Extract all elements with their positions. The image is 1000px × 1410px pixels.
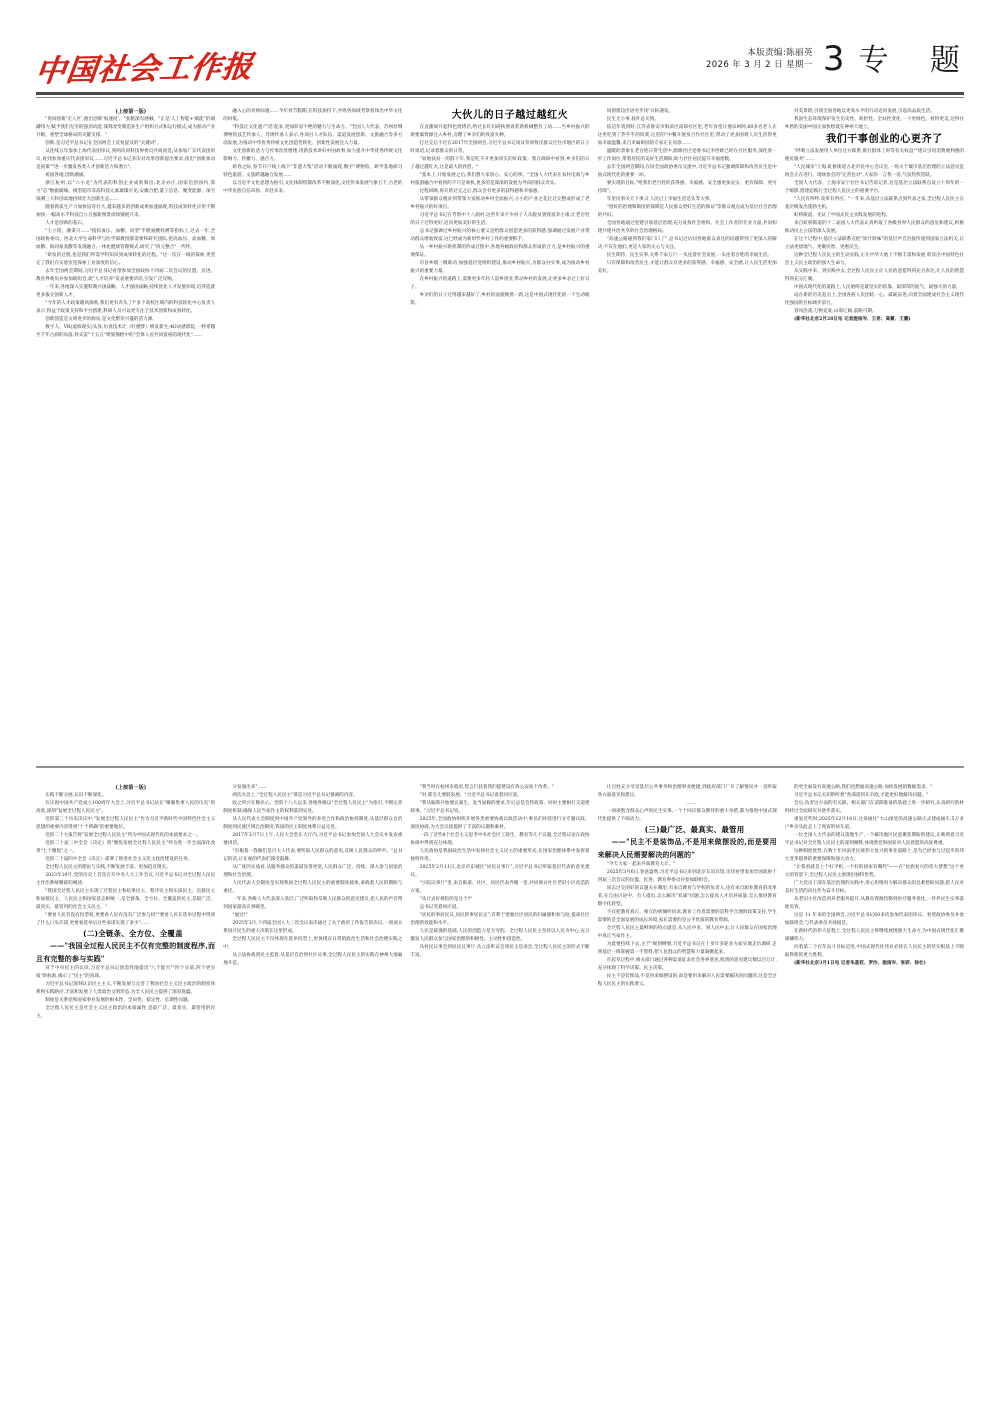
- article-paragraph: "让我看就是上个好平机,一个好的国家有哪些"——在"民族复兴的伟大梦想"这个更大的背景下,全过程人民民主展现出独特优势。: [784, 865, 964, 878]
- masthead-right: [705, 39, 976, 79]
- article-paragraph: 政之所兴在顺民心。党的十八大以来,各地各级以"全过程人民民主"为指引,不断完善制度机制,确保人民当家作主的权利落到实处。: [223, 801, 403, 814]
- article-paragraph: 习近平总书记关切聆听着"各部需到在市政,才能更好地解决问题。": [793, 793, 929, 798]
- article-paragraph: "创好的治理和制度的保障是人民群众更好生活的保证"等群众观点成为基层社会治理的共识。: [597, 205, 777, 218]
- article-paragraph: 从连续五年参加上海代表团审议,到两次同科技界委员共商国是;从参加广东代表团审议,再到参加重庆代表团审议……习近平总书记多次对改革创新提出要求,指出"创新驱动是国策""进一步激发各类人才创新活力和潜力"。: [36, 149, 216, 170]
- article-paragraph: 不仅把教育真正、相互的被倾听诉求,教育工作者需要的是科学合理的政策支持,学生需要的是全面发展的成长环境,家长需要的是公平优质的教育资源。: [597, 910, 777, 923]
- article-paragraph: 从老旧小区改造到养老服务提升,从教育资源均衡到医疗服务优化,一件件民生实事落地见效。: [784, 897, 964, 910]
- article-paragraph: 在直播间开起特色烧烤店,给过长红妇碍执照再装新机械整作工坊……当乡村振兴的新要素资源注入乡村,点燃了乡亲们的致富火种。: [410, 125, 590, 138]
- masthead-meta: [706, 47, 813, 76]
- article-paragraph: "今年的人才政策暖风频吹,我们更有奔头了!"多个高校区域内的科技转化中心负责人表示,得益于政策支持和平台搭建,科研人员可以更专注于技术创新和成果转化。: [36, 301, 216, 314]
- article-paragraph: 党的二十届四中全会《决定》部署了推进社会主义民主政治建设的任务。: [45, 857, 193, 862]
- article-column: [410, 784, 589, 1380]
- article-paragraph: 中国式现代化的道路上,人民始终是最坚实的依靠、最深厚的底气、最强大的力量。: [793, 285, 961, 290]
- section-heading: (二)全链条、全方位、全覆盖: [83, 929, 183, 938]
- article-paragraph: 人才是创新的基石。: [45, 221, 87, 226]
- article-headline: 我们干事创业的心更齐了: [826, 134, 943, 145]
- article-paragraph: 只有保障和改善民生,才能让群众有更多的获得感、幸福感、安全感,让人民生活更加美好。: [597, 261, 777, 274]
- article-paragraph: 全过程人民民主的理论与实践,不断发展丰富、更加趋近现实。: [45, 865, 171, 870]
- article-paragraph: 人民代表大会制度是实现我国全过程人民民主的重要制度载体,承载着人民的期盼与重托。: [223, 881, 403, 894]
- article-paragraph: "我从编算开始便议案生、发当届修的要求,年后总是会管政策、同时主要相打交道建联事。"习近平总书记说。: [410, 801, 590, 814]
- article-paragraph: 在庆祝中国共产党成立100周年大会上,习近平总书记站在"聚聚集事人民的历史"的高度,深刻"发展全过程人民民主"。: [36, 801, 216, 814]
- article-paragraph: 数字人、VR(虚拟现实)头显,仿真技术让《红楼梦》焕发新生;4D动感影院,一秒穿越至千年古刹的角落,样式雷"十五五"规划描绘中的"全体人民共同富裕的现代化"……: [36, 325, 216, 338]
- article-column: [785, 784, 964, 1380]
- article-paragraph: 从一乡村振兴新机制的形成过程中,各地各级政府和群众形成的合力,是乡村振兴的重要保证。: [410, 245, 590, 258]
- article-paragraph: 浙江杭州,以"六小龙"为代表的科创企业成果频出;北京亦庄,国家信创园内,算力"芯"数据湖城、模型超市等高科技元素璀璨可见;安徽合肥,量子信息、聚变能源、深空探测三大科创高地持续壮大创新生态……: [36, 181, 216, 202]
- article-paragraph: 春风浩荡,万物竞发;山海辽阔,前路可期。: [793, 309, 877, 314]
- article-paragraph: 全国人大代表、上海市安宁社区书记告诉记者,这是基层立法联系点设立十周年的一个缩影,搭建起践行全过程人民民主的重要平台。: [784, 181, 964, 194]
- section-divider: [36, 766, 964, 768]
- article-paragraph: 温暖的景象在老百姓日常生活中,源源社区党委书记李西欧已经在社区服务,深化着一步工作岗位,带着居民的美好生活期盼,助力社区居民提升幸福指数。: [597, 149, 777, 162]
- article-paragraph: 这种制度优势,在数十年风雨里民族伟大复兴的事业道路上,是为已经参与过起步的伟大变革提供的重要保障和强大动力。: [784, 849, 964, 862]
- article-paragraph: "我国全过程人民民主实现了过程民主和结果民主、程序民主和实质民主、直接民主和间接民主、人民民主和国家意志相统一,是全链条、全方位、全覆盖的民主,是最广泛、最真实、最管用的社会主义民主。": [36, 889, 216, 910]
- article-paragraph: "王立铭、潘秉兴……"指扣血压、血糖、同型"半胱氨酸检测等指标上,过去一年,全国政协委员、西北大学生命科学与医学部教授郝需要和研究团队,把高血压、高血糖、周血糖、海同氨基酸等发现融合,一体化健康管理模式,研究了"四元整合"一代呼。: [36, 229, 216, 250]
- article-column: [598, 784, 777, 1380]
- paper-logo: 中国社会工作报: [33, 49, 255, 90]
- article-paragraph: 为此要持续下去,关于"规划纲要,习近平总书记在十多年多轮多方面实地走访调研,走到基层一线掌握第一手资料,把人民群众的智慧和力量凝聚起来。: [597, 942, 777, 955]
- article-paragraph: 会后,负责这方面的有关职、相关部门在前期准备的基础上进一步研究,认真研究的材料经过全面研究并逐步落实。: [784, 801, 964, 814]
- section-name: 专 题: [858, 42, 976, 78]
- article-paragraph: 2025年3月6日,春意盎然,习近平总书记来到北京友谊宾馆,亲切看望参加全国政协十四届三次会议的民盟、民进、教育界委员并参加联组会。: [597, 870, 777, 883]
- article-byline: (新华社北京3月1日电 记者朱基钗、罗沙、施雨岑、张研、徐壮): [793, 961, 926, 966]
- article-paragraph: 两次火急上,"全过程人民民主"那是习近平总书记强调的内容。: [232, 793, 358, 798]
- article-paragraph: 民生期待、民生实事,关系千家万户,一头连着社会发展,一头连着百姓的幸福生活。: [606, 253, 772, 258]
- article-paragraph: 一年来,各级人大代表深入基层,广泛听取和反映人民群众的意见建议,把人民的声音带到国家最高议事殿堂。: [223, 897, 403, 910]
- article-paragraph: 我国生态环境保护发生历史性、转折性、全局性变化,一个更绿色、看得更美,这得住乡愁的美丽中国正加快绘就在神州大地上。: [784, 117, 964, 130]
- date-line: 2026 年 3 月 2 日 星期一: [705, 59, 813, 70]
- article-paragraph: 实践不断分展,认识不断深化。: [45, 793, 107, 798]
- article-paragraph: 创新,是习近平总书记在全国两会上反复提及的"关键词"。: [45, 141, 162, 146]
- article-paragraph: 广大党员干部在基层治理的实践中,用心用情用力解决群众的急难愁盼问题,把人民对美好生活的向往作为奋斗目标。: [784, 881, 964, 894]
- masthead: [0, 0, 1000, 96]
- article-paragraph: 同窗窗边出居穷步伐"日标遇发。: [606, 109, 674, 114]
- article-paragraph: 让百姓充分享受基层公共事务和治理事业便捷,到政府部门厂开了解情况并一直听取各方面意见和建议。: [597, 785, 777, 798]
- article-paragraph: 党的二十大报告将"发展全过程人民民主"列为中国式现代化的本质要求之一。: [45, 833, 202, 838]
- article-paragraph: 依迈年筑到时,江苏省淮安市海滨区南部社区里,老年食堂让他乐呵呵,60多名老人在这里吃到了热乎乎的饭菜,这里的"中餐开展身合作社区里,带动了更多困难人员生活得更加幸福温馨,来自市属街园的专家正在问诊……: [597, 125, 777, 146]
- article-column: [223, 108, 402, 738]
- article-paragraph: 的更全面没有高速公路,我们也想通高速公路,加快发展的数据需求。": [793, 785, 933, 790]
- article-paragraph: "人民有所呼,改革有所应。"一年来,从基层立法联系点到代表之家,全过程人民民主在基层焕发出蓬勃生机。: [784, 197, 964, 210]
- article-paragraph: 去年全国两会期间,习近平总书记看望参加全国政协十四届二次会议的民盟、民进、教育界委员并参加联组会,就"人才培养"发表重要讲话,引发广泛反响。: [36, 269, 216, 282]
- article-paragraph: "今天大家一起来共商教育大计。": [606, 862, 676, 867]
- article-paragraph: 民生无小事,枝叶总关情。: [606, 117, 659, 122]
- article-paragraph: "易地扶贫一的群干年,我是吃不开更加厚实的好政策。我在调研中看到,乡亲们的日子越过越红火,这是最大的欣慰。": [410, 157, 590, 170]
- article-paragraph: 人民是最强的基础,人民的创造力是无穷的。全过程人民民主坚持以人民为中心,充分激发人民群众参与国家治理的积极性、主动性和创造性。: [410, 929, 590, 942]
- section-heading-quote: ——"民主不是装饰品,不是用来做摆设的,而是要用来解决人民需要解决的问题的": [597, 837, 777, 859]
- article-paragraph: 分发演出来"……: [232, 785, 267, 790]
- article-paragraph: 市县乡镇三级联动,加强基层党组织建设,推动乡村振兴,为群众办实事,成为推动乡村振兴的重要力量。: [410, 261, 590, 274]
- article-paragraph: 虹桥街道、见证了中国式民主实践发展的进程。: [793, 213, 891, 218]
- article-paragraph: "居民的事居民议,居民的事居民定",有利于增强社区居民的归属感和参与度,提高社区治理的效能和水平。: [410, 913, 590, 926]
- top-article-block: [36, 108, 964, 738]
- article-paragraph: 在新时代的伟大征程上,全过程人民民主将继续展现强大生命力,为中国式现代化汇聚磅礴伟力。: [784, 929, 964, 942]
- editor-line: 本版责编:陈丽英: [747, 47, 813, 58]
- article-paragraph: 一位全国人大代表的建议落地生产,一个解决地区民意聚焦期盼的建议,正映照着习近平总书记对全过程人民民主的深刻阐释,体现着党和国家对人民意愿的高度尊重。: [784, 833, 964, 846]
- article-column: [410, 108, 589, 738]
- article-paragraph: 人民政协是我国政治生活中发扬社会主义民主的重要形式,在国家治理体系中发挥着独特作用。: [410, 849, 590, 862]
- article-paragraph: 从立法协商到民主监督,从基层自治到社区议事,全过程人民民主的实践在神州大地遍地开花。: [223, 953, 403, 966]
- article-paragraph: "我当时在杭州市政府,您言行获着我们提建设有效公安而个改革。": [419, 785, 554, 790]
- article-paragraph: 来自虹桥街道的十二届国人大代表认真听取了各级各界人民群众的意见和建议,积极推动民主立法的深入发展。: [784, 221, 964, 234]
- article-paragraph: "要看人民有没有投票权,更要看人民有没有广泛参与权""要看人民在选举过程中得到了什么口头许诺,更要看选举后这些承诺实现了多少"……: [36, 913, 216, 926]
- article-paragraph: 新春之际,春节开户线上线下"非遗大集"活动不断涌现,数字"博物馆、研学基地研习特色旅游、文旅跨越融合发展……: [223, 165, 403, 178]
- article-paragraph: 文化创新的活力与传承丝丝缕缕,用新技术讲好中国故事,加力提升中华优秀传统文化影响力、传播力、感召力。: [223, 149, 403, 162]
- article-paragraph: "呼吸立法发展用人单位这方联系,推行群体工时等有关权益""建议引用消费便利惠的便民服务"……: [784, 149, 964, 162]
- article-paragraph: 一年来,各地深入实施科教兴国战略、人才强国战略,持续优化人才发展环境,培养造就更多拔尖创新人才。: [36, 285, 216, 298]
- article-paragraph: "对,那会儿要联发展。"习近平总书记谈着回应道。: [419, 793, 522, 798]
- article-paragraph: 党的二十届三中全会《决定》将"聚焦发展全过程人民民主"列为进一步全面深化改革"七个聚焦"之一。: [36, 841, 216, 854]
- article-paragraph: 从实践中来、到实践中去,全过程人民民主让人民的意愿得到充分表达,让人民的智慧得到充分汇聚。: [784, 269, 964, 282]
- continued-from-label: (上接第一版): [115, 785, 147, 791]
- page-number: 3: [822, 39, 845, 79]
- article-paragraph: 在起草过程中,相关部门通过各种渠道征求社会各界意见,收到的意见建议数以百万计,充分体现了科学决策、民主决策。: [597, 958, 777, 971]
- article-paragraph: 总书记强调过乡村振兴的核心要义是给群众创造更多的获得感,强调通过发展产业带动群众增收致富,这已经成为新时代乡村工作的重要抓手。: [410, 229, 590, 242]
- article-paragraph: "科技让文化遗产'活'起来,更加彰显不绝的魅力与生命力。"全国人大代表、苏州丝绸博物馆技艺传承人、苏绣传承人表示,各项目人才队伍、渠道发展创新、文旅融合等多方面发展,为推动中华优秀传统文化创造性转化、创新性发展注入力量。: [223, 125, 403, 146]
- article-paragraph: "基本上,开始发展之后,我们想大家放心、安心的事。"全国人大代表在农村电商与乡村旅游融合中看到的不只是商机,更多的是深深的发展为导向的群众奔头。: [410, 173, 590, 186]
- article-paragraph: 从村民议事会到居民议事厅,从立法听证会到民主恳谈会,全过程人民民主的形式不断丰富。: [410, 945, 590, 958]
- article-paragraph: 全过程人民民主最鲜明的特点就是,从人民中来、到人民中去,让人民群众在国家治理中真正当家作主。: [597, 926, 777, 939]
- article-paragraph: 从带领群众脱贫到带领大家推动乡村全面振兴,小小的产业之花过过完整成形成了老乡村振兴的好项目。: [410, 197, 590, 210]
- section-heading-quote: ——"我国全过程人民民主不仅有完整的制度程序,而且有完整的参与实践": [36, 941, 216, 963]
- article-paragraph: 祖国各地,创新潮涌。: [45, 173, 88, 178]
- article-paragraph: "从计去好规矩的是这个?": [419, 897, 473, 902]
- article-paragraph: 乡亲们的日子过得越来越好了,乡村的面貌焕然一新,这是中国式现代化的一个生动缩影。: [410, 293, 590, 306]
- article-column: [223, 784, 402, 1380]
- article-paragraph: "高速公路通到我们家门口了",总书记过访问各地群众表达的问题得到了更深入的解决,不仅在他们,更是大家的关心与关注。: [597, 237, 777, 250]
- article-column: [785, 108, 964, 738]
- article-column: [598, 108, 777, 738]
- article-paragraph: 总书记笑着回应道。: [419, 905, 461, 910]
- article-paragraph: 制度是关系党和国家事业发展的根本性、全局性、稳定性、长期性问题。: [45, 998, 193, 1003]
- article-paragraph: 打过完后不过在2017年全国两会,习近平总书记谈及草原牧民群众迁往市地区的日子时说话,记录着群众的日常。: [410, 141, 590, 154]
- article-paragraph: "有根基一我做们是百大人代表,要听取人民群众的意见,反映人民群众的呼声。"总书记的话,让在座的代表们深受鼓舞。: [223, 849, 403, 862]
- article-headline: 大伙儿的日子越过越红火: [451, 110, 569, 121]
- article-paragraph: 党的第三个历史决议中,"发展全过程人民民主"作为习近平新时代中国特色社会主义思想的重要内容得到"十个明确"的重要地位。: [36, 817, 216, 830]
- article-paragraph: 军里民事关天下事,让人民过上幸福生活是头等大事。: [606, 197, 714, 202]
- article-paragraph: 一项项饱含群众心声的民生实事,一个个回应群众期待的重大举措,都为推进中国式现代化提供了不竭动力。: [597, 809, 777, 822]
- article-paragraph: 2025年2月11日,北京市东城区"居民议事厅",习近平总书记听取基层代表的意见建议。: [410, 865, 590, 878]
- article-paragraph: 随着新质生产力加快培育壮大,越来越多的创新成果加速涌现,科技成果转化应用不断加快,一幅高水平科技自立自强新图景徐徐铺展开来。: [36, 205, 216, 218]
- article-paragraph: 重复近些时,2025年12月18日,这条通往"大山深处的高速公路正式建成通车,5万多户乡亲从此走上了致富的快车道。: [784, 817, 964, 830]
- article-paragraph: 在这个过程中,基层立法联系点把"原汁原味"的基层声音直接传递到国家立法机关,让立法更接地气、更聚民智、更惠民生。: [784, 237, 964, 250]
- section-heading: (三)最广泛、最真实、最管用: [644, 825, 745, 834]
- article-byline: (新华社北京2月28日电 记者施雨岑、王希、高蕾、王鹏): [793, 317, 911, 322]
- article-paragraph: 2017年3月7日上午,人民大会堂东大厅内,习近平总书记参加全国人大会议并发表重要讲话。: [223, 833, 403, 846]
- article-paragraph: 这是 11 年来的全国两会,习近平总书记60多次参加代表团审议、看望政协委员并参加联组会,与代表委员共商国是。: [784, 913, 964, 926]
- masthead-rule-thin: [36, 97, 964, 98]
- article-paragraph: 从人民代表大会制度到中国共产党领导的多党合作和政治协商制度,从基层群众自治制度到民族区域自治制度,我国的民主制度体系日益完善。: [223, 817, 403, 830]
- article-paragraph: 全过程人民民主是社会主义民主政治的本质属性,是最广泛、最真实、最管用的民主。: [36, 1006, 216, 1019]
- continued-from-label: (上接第一版): [115, 109, 147, 115]
- article-paragraph: "勇闯创新'无人区',跑出创新'加速度'。"张帆深有感触。"正是'人工智能+'赋能"的磅礴伟力,赋予我们无穷的强劲动能,深刻改变制造业生产组织方式和运行模式,成为驱动产业升级、重塑全球格局的关键支撑。": [36, 117, 216, 138]
- article-paragraph: 向着第二个百年奋斗目标迈进,中国式现代化伟业必将在人民民主的坚实根基上不断取得新的更大胜利。: [784, 945, 964, 958]
- article-paragraph: 习近平总书记深刻认识民主主义,不断发展与完善了我国社会主义民主政治的制度体系和实践路径,丰富和发展了人类政治文明形态,为全人民民主提供了深厚底蕴。: [36, 982, 216, 995]
- article-paragraph: 对美景堪,引领全国各地以更高水平的行动迈向发展,引起高品质生活。: [793, 109, 935, 114]
- article-paragraph: "人民城市"上海,虹桥街道古北市民中心会议室,一场关于城市基层治理的立法意见征询会正在进行。现场参会的"完善包对",大家你一言我一语,气氛热烈活跃。: [784, 165, 964, 178]
- ellipsis-line: ……: [686, 801, 698, 806]
- article-paragraph: 同志过完的好的议题关在哪里,有来自教育与学校的负责人,也有来自职业教育的改革者,在自由讨论中、有人提出,怎么解决"双减"问题,怎么提高人才培养质量,怎么推进教育数字化转型。: [597, 886, 777, 907]
- article-paragraph: 2025年,全国政协组织开展各类重要协商议政活动中,委员们环绕进行分专题议政、深度协商,为大会议政提供了丰富的议题和素材。: [410, 817, 590, 830]
- article-paragraph: 创新创造是文明进步的源泉,是文化繁荣兴盛的活力源。: [45, 317, 157, 322]
- article-paragraph: 这种全过程人民民主的生动实践,正在中华大地上不断丰富和发展,彰显出中国特色社会主义民主政治的强大生命力。: [784, 253, 964, 266]
- article-paragraph: 习近平总书记在考察中十八洞村,这些年来不少村子人从脱贫到致富奔小康,让老百姓的日子过得更好,迈向更加美好的生活。: [410, 213, 590, 226]
- article-paragraph: 要实现的目标,"给我们老百姓的获得感、幸福感、安全感更加充实、更有保障、更可持续"。: [597, 181, 777, 194]
- article-paragraph: 民主不是装饰品,不是用来做摆设的,而是要用来解决人民需要解决的问题的,这是全过程人民民主的实践要义。: [597, 974, 777, 987]
- article-paragraph: 以习近平文化思想为指引,文化体制机制改革不断深化,文化传承发展气象万千,古老的中华民族自信昂扬、奔赴未来。: [223, 181, 403, 194]
- article-paragraph: 2025年3月,十四届全国人大三次会议表决通过了关于政府工作报告的决议,一项项关系国计民生的重大决策在这里形成。: [223, 921, 403, 934]
- article-paragraph: "小院议事厅"里,来自街道、社区、居民代表齐聚一堂,共同商讨社区老旧小区改造的方案。: [410, 881, 590, 894]
- article-paragraph: 一段了近些8个社会主义思考中央社会区工商生、教育等几个议题,全过程议论在政协协商中得到充分体现。: [410, 833, 590, 846]
- article-paragraph: 全过程人民民主不仅体现在选举投票上,更体现在日常的政治生活和社会治理实践之中。: [223, 937, 403, 950]
- masthead-rule-thick: [36, 92, 964, 95]
- article-paragraph: 全国各地通过党建引领基层治理,充分发挥社会组织、社会工作者的专业力量,共同构建共建共治共享的社会治理格局。: [597, 221, 777, 234]
- article-paragraph: 从广度的实质看,从服务群众的渠道显著更宽,人民群众广泛、持续、深入参与国家治理和社会治理。: [223, 865, 403, 878]
- article-column: [36, 108, 215, 738]
- article-paragraph: 在乡村振兴的道路上,需要更多年轻人返乡创业,带动乡村的发展,让更多乡亲过上好日子。: [410, 277, 590, 290]
- article-paragraph: 融入心的奇妙际遇……今年春节假期,在科技加持下,共鸣各领域考察客体出中华文化的时髦。: [223, 109, 403, 122]
- article-column: [36, 784, 215, 1380]
- article-paragraph: "研发的过程,也是我们所需学科知识到成果转化的过程。"这一次在一线的探索,更坚定了我们在实验室里探索工业深度的信心。: [36, 253, 216, 266]
- article-paragraph: 对于中央民主的认识,习近平总书记创造性地提出"八个能否""四个实质,四个更实质"的标准,揭示了"民主"的真谛。: [36, 966, 216, 979]
- article-paragraph: 站在新的历史起点上,全国各族人民团结一心、砥砺奋进,向着全面建成社会主义现代化强国的目标阔步前行。: [784, 293, 964, 306]
- article-paragraph: "通过!": [232, 913, 248, 918]
- article-paragraph: 2023年10月,党的历史上首次召开中央人大工作会议,习近平总书记对全过程人民民主作出系统精辟的阐述:: [36, 873, 216, 886]
- article-paragraph: 过程回顾,再开的过完之后,群众会有更多的获得感和幸福感。: [419, 189, 542, 194]
- article-paragraph: 去年全国两会期间,在同全国政协委员交流中,习近平总书记强调保障和改善民生是中国式现代化的重要一环。: [597, 165, 777, 178]
- bottom-article-block: [36, 784, 964, 1380]
